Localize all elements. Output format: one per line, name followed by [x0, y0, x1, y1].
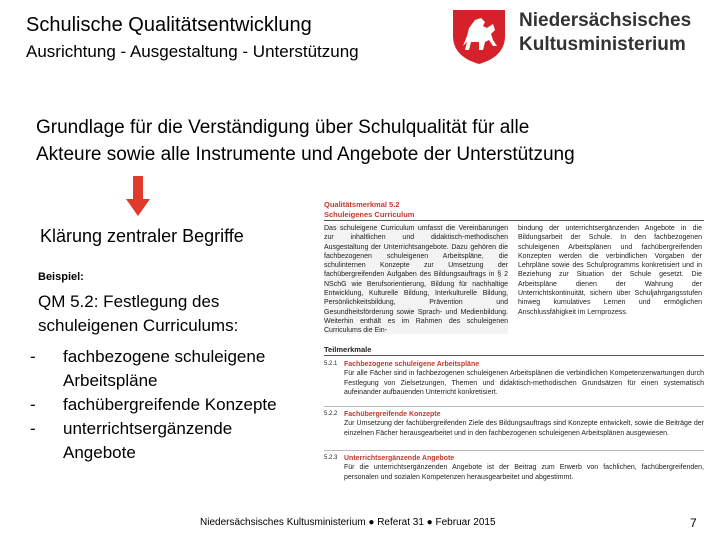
footer-text: Niedersächsisches Kultusministerium ● Referat 31 ● Februar 2015: [200, 517, 496, 528]
klaerung-heading: Klärung zentraler Begriffe: [40, 226, 244, 246]
lower-saxony-crest-icon: [449, 6, 509, 66]
qm-line1: QM 5.2: Festlegung des: [38, 292, 220, 311]
ministry-line2: Kultusministerium: [519, 34, 686, 55]
teilmerkmal-body: [344, 410, 704, 438]
teilmerkmal-text: Für die unterrichtsergänzenden Angebote ist der Beitrag zum Erwerb von fachlichen, fachübergreifenden, personalen und sozialen Kompetenzen herausgearbeitet und abgestimmt.: [344, 464, 704, 481]
bullet-text: fachbezogene schuleigene Arbeitspläne: [63, 347, 266, 390]
down-arrow-icon: [126, 176, 150, 216]
ministry-line1: Niedersächsisches: [519, 10, 692, 31]
bullet-dash: -: [30, 347, 36, 366]
doc-column-right: bindung der unterrichtsergänzenden Angebote in die Bildungsarbeit der Schule. In den fachbezogenen schuleigenen Arbeitsplänen und fachübergreifenden Konzepten werden die verbindlichen Vorgaben der Lehrpläne sowie des Schulprogramms konkretisiert und in Beziehung zur Situation der Schule gesetzt. Die Arbeitspläne dienen der Wahrung der Unterrichtskontinuität, sichern über Schuljahrgangsstufen hinweg kumulatives Lernen und ermöglichen Anschlussfähigkeit im Lernprozess.: [518, 225, 702, 316]
ministry-logo-text: [519, 9, 691, 57]
teilmerkmal-text: Zur Umsetzung der fachübergreifenden Ziele des Bildungsauftrags sind Konzepte entwickelt, sowie die Beiträge der einzelnen Fächer herausgearbeitet und in den fachbezogenen schuleigenen Arbeitsplänen ausgewiesen.: [344, 420, 704, 437]
teilmerkmal-body: [344, 360, 704, 397]
teilmerkmal-title: Fachübergreifende Konzepte: [344, 411, 441, 418]
teilmerkmal-number: 5.2.3: [324, 455, 338, 461]
row-divider: [324, 406, 704, 407]
bullet-text: unterrichtsergänzende Angebote: [63, 419, 233, 462]
teilmerkmal-title: Fachbezogene schuleigene Arbeitspläne: [344, 361, 480, 368]
teilmerkmale-divider: [324, 355, 704, 356]
header-subtitle: Ausrichtung - Ausgestaltung - Unterstützung: [26, 42, 359, 61]
beispiel-label: Beispiel:: [38, 271, 84, 283]
teilmerkmale-label: Teilmerkmale: [324, 345, 372, 354]
intro-line2: Akteure sowie alle Instrumente und Angebote der Unterstützung: [36, 144, 575, 165]
page-number: 7: [690, 516, 697, 530]
document-excerpt: [318, 192, 706, 488]
qm-line2: schuleigenen Curriculums:: [38, 316, 239, 335]
bullet-item: [30, 417, 300, 465]
bullet-item: [30, 393, 300, 417]
header-title: Schulische Qualitätsentwicklung: [26, 14, 312, 36]
intro-line1: Grundlage für die Verständigung über Schulqualität für alle: [36, 117, 530, 138]
bullet-dash: -: [30, 419, 36, 438]
intro-text: [36, 114, 686, 168]
doc-column-left: Das schuleigene Curriculum umfasst die Vereinbarungen zur inhaltlichen und didaktisch-methodischen Ausgestaltung der Unterrichtsangebote. Dazu gehören die fachbezogenen schuleigenen Arbeitspläne, die schulinternen Konzepte zur Umsetzung der fachübergreifenden Aufgaben des Bildungsauftrags in § 2 NSchG wie Berufsorientierung, Bildung für nachhaltige Entwicklung, Kulturelle Bildung, Interkulturelle Bildung, Persönlichkeitsbildung, Prävention und Gesundheitsförderung sowie Sprach- und Medienbildung. Weiterhin enthält es im Rahmen des schuleigenen Curriculums die Ein-: [324, 225, 508, 334]
bullet-dash: -: [30, 395, 36, 414]
bullet-list: [30, 345, 300, 465]
doc-heading2: Schuleigenes Curriculum: [324, 210, 415, 219]
teilmerkmal-number: 5.2.2: [324, 411, 338, 417]
doc-heading1: Qualitätsmerkmal 5.2: [324, 200, 400, 209]
teilmerkmal-title: Unterrichtsergänzende Angebote: [344, 455, 455, 462]
doc-divider: [324, 220, 704, 221]
teilmerkmal-number: 5.2.1: [324, 361, 338, 367]
row-divider: [324, 450, 704, 451]
qm-heading: [38, 290, 298, 338]
teilmerkmal-text: Für alle Fächer sind in fachbezogenen schuleigenen Arbeitsplänen die verbindlichen Kompetenzerwartungen durch Festlegung von Zielsetzungen, Themen und didaktisch-methodischen Grundsätzen für einen systematisch aufeinander aufbauenden Unterricht konkretisiert.: [344, 370, 704, 396]
bullet-item: [30, 345, 300, 393]
teilmerkmal-body: [344, 454, 704, 482]
bullet-text: fachübergreifende Konzepte: [63, 395, 277, 414]
